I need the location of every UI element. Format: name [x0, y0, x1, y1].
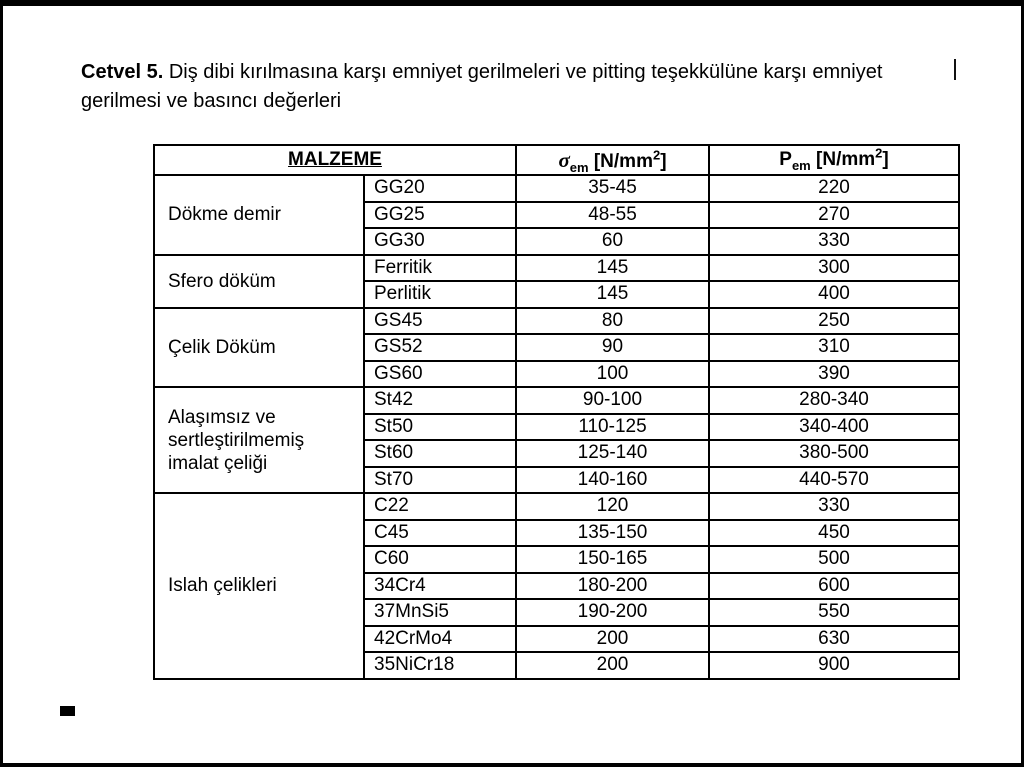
- sigma-em-cell: 145: [516, 255, 709, 282]
- material-cell: GG30: [364, 228, 516, 255]
- sigma-em-cell: 140-160: [516, 467, 709, 494]
- sigma-subscript: em: [569, 159, 589, 175]
- sigma-em-cell: 190-200: [516, 599, 709, 626]
- sigma-em-cell: 60: [516, 228, 709, 255]
- p-em-cell: 220: [709, 175, 959, 202]
- material-cell: 37MnSi5: [364, 599, 516, 626]
- header-malzeme: [154, 145, 516, 175]
- header-sigma-em: [516, 145, 709, 175]
- sigma-em-cell: 90: [516, 334, 709, 361]
- material-cell: GS45: [364, 308, 516, 335]
- caption-text: Diş dibi kırılmasına karşı emniyet gerilmeleri ve pitting teşekkülüne karşı emniyet gerilmesi ve basıncı değerleri: [81, 61, 883, 112]
- p-em-cell: 400: [709, 281, 959, 308]
- p-subscript: em: [791, 157, 811, 173]
- p-superscript: 2: [875, 145, 883, 161]
- text-frame-edge-mark: [954, 59, 956, 80]
- p-symbol: P: [779, 149, 792, 170]
- material-cell: 35NiCr18: [364, 652, 516, 679]
- sigma-em-cell: 110-125: [516, 414, 709, 441]
- p-em-cell: 600: [709, 573, 959, 600]
- p-em-cell: 310: [709, 334, 959, 361]
- sigma-em-cell: 135-150: [516, 520, 709, 547]
- material-cell: Ferritik: [364, 255, 516, 282]
- material-cell: St42: [364, 387, 516, 414]
- material-group-cell: Alaşımsız ve sertleştirilmemiş imalat çeliği: [154, 387, 364, 493]
- material-group-cell: Dökme demir: [154, 175, 364, 255]
- stray-mark: [60, 706, 75, 716]
- material-cell: Perlitik: [364, 281, 516, 308]
- sigma-em-cell: 180-200: [516, 573, 709, 600]
- p-em-cell: 500: [709, 546, 959, 573]
- caption-label: Cetvel 5.: [81, 61, 164, 83]
- sigma-em-cell: 200: [516, 626, 709, 653]
- header-malzeme-label: MALZEME: [288, 149, 382, 170]
- table-row: [154, 308, 959, 335]
- p-em-cell: 380-500: [709, 440, 959, 467]
- sigma-em-cell: 90-100: [516, 387, 709, 414]
- material-cell: C22: [364, 493, 516, 520]
- p-unit-close: ]: [882, 149, 889, 170]
- p-em-cell: 900: [709, 652, 959, 679]
- material-cell: 42CrMo4: [364, 626, 516, 653]
- material-group-cell: Sfero döküm: [154, 255, 364, 308]
- header-row: [154, 145, 959, 175]
- p-em-cell: 330: [709, 228, 959, 255]
- header-p-em: [709, 145, 959, 175]
- table-row: [154, 493, 959, 520]
- table-body: [154, 175, 959, 679]
- sigma-em-cell: 125-140: [516, 440, 709, 467]
- material-group-cell: Islah çelikleri: [154, 493, 364, 679]
- sigma-superscript: 2: [652, 147, 661, 163]
- sigma-em-cell: 145: [516, 281, 709, 308]
- material-cell: St70: [364, 467, 516, 494]
- sigma-symbol: σ: [558, 147, 570, 172]
- p-em-cell: 550: [709, 599, 959, 626]
- p-em-cell: 250: [709, 308, 959, 335]
- table-row: [154, 175, 959, 202]
- sigma-em-cell: 80: [516, 308, 709, 335]
- material-cell: 34Cr4: [364, 573, 516, 600]
- p-em-cell: 450: [709, 520, 959, 547]
- material-cell: GS60: [364, 361, 516, 388]
- p-em-cell: 390: [709, 361, 959, 388]
- sigma-em-cell: 48-55: [516, 202, 709, 229]
- material-cell: GG20: [364, 175, 516, 202]
- table-row: [154, 255, 959, 282]
- sigma-unit-close: ]: [660, 150, 667, 172]
- material-cell: GS52: [364, 334, 516, 361]
- p-em-cell: 440-570: [709, 467, 959, 494]
- material-group-cell: Çelik Döküm: [154, 308, 364, 388]
- materials-table: [153, 144, 960, 680]
- materials-table-wrap: [153, 144, 960, 680]
- material-cell: C60: [364, 546, 516, 573]
- p-em-cell: 300: [709, 255, 959, 282]
- sigma-em-cell: 100: [516, 361, 709, 388]
- material-cell: GG25: [364, 202, 516, 229]
- material-cell: St50: [364, 414, 516, 441]
- material-cell: St60: [364, 440, 516, 467]
- material-cell: C45: [364, 520, 516, 547]
- p-em-cell: 330: [709, 493, 959, 520]
- sigma-em-cell: 200: [516, 652, 709, 679]
- p-em-cell: 340-400: [709, 414, 959, 441]
- sigma-em-cell: 150-165: [516, 546, 709, 573]
- p-em-cell: 630: [709, 626, 959, 653]
- p-unit-open: [N/mm: [810, 149, 876, 170]
- p-em-cell: 280-340: [709, 387, 959, 414]
- sigma-unit-open: [N/mm: [588, 150, 653, 172]
- table-row: [154, 387, 959, 414]
- sigma-em-cell: 35-45: [516, 175, 709, 202]
- table-caption: [81, 58, 961, 116]
- sigma-em-cell: 120: [516, 493, 709, 520]
- p-em-cell: 270: [709, 202, 959, 229]
